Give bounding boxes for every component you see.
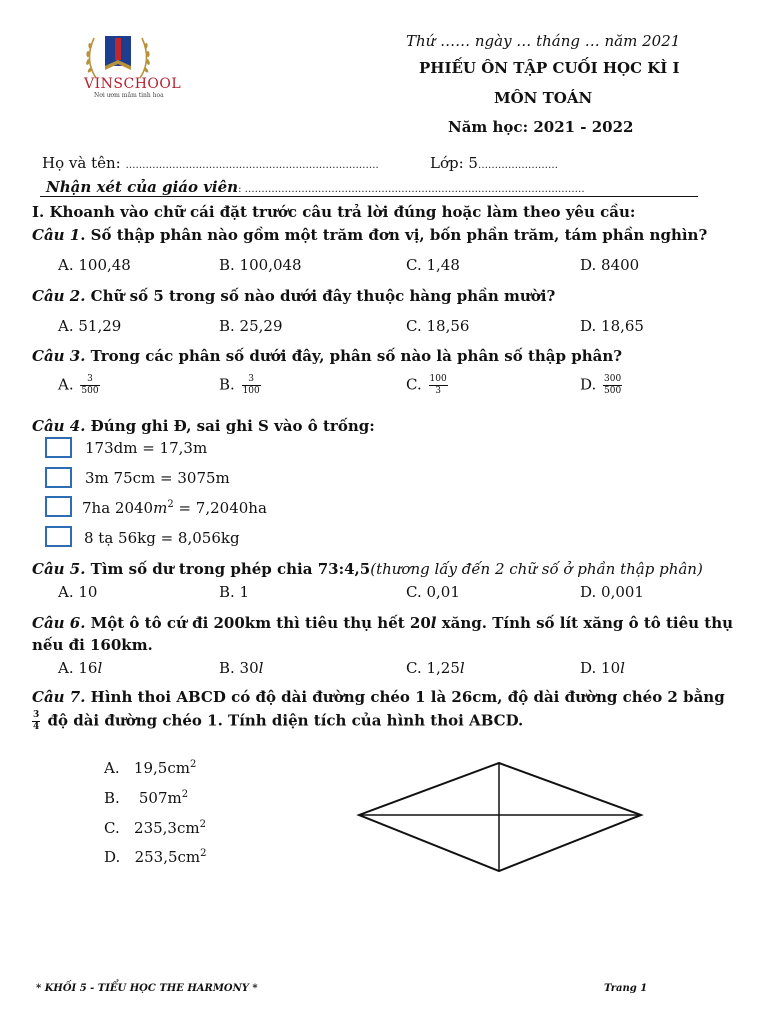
q6-text-line2: nếu đi 160km.	[32, 636, 153, 654]
q6-option-d-value: D. 10	[580, 659, 621, 677]
q6-liter-symbol: l	[430, 614, 437, 632]
question-3	[32, 347, 622, 365]
q7-option-a[interactable]	[104, 759, 196, 777]
q4-answer-box-1[interactable]	[45, 437, 72, 458]
fraction-denominator: 4	[33, 722, 40, 732]
question-2	[32, 287, 555, 305]
rhombus-outline	[359, 763, 641, 871]
q5-note: (thương lấy đến 2 chữ số ở phần thập phân)	[370, 560, 703, 578]
q5-option-b[interactable]: B. 1	[219, 583, 250, 601]
teacher-comment-label: Nhận xét của giáo viên	[46, 178, 239, 196]
q1-option-c[interactable]: C. 1,48	[406, 256, 460, 274]
logo-text: VINSCHOOL	[84, 76, 182, 92]
q6-option-a-unit: l	[97, 659, 103, 677]
q4-item-3-exponent: 2	[167, 499, 174, 510]
fraction-denominator: 3	[435, 386, 441, 396]
q4-item-3-unit: m	[153, 499, 168, 517]
question-6	[32, 614, 733, 632]
q5-option-c[interactable]: C. 0,01	[406, 583, 460, 601]
q3-option-a-fraction	[80, 374, 99, 397]
q3-option-b[interactable]	[219, 374, 263, 397]
q7-text-line2	[32, 710, 523, 733]
q7-option-c[interactable]	[104, 819, 206, 837]
q6-label: Câu 6.	[32, 614, 86, 632]
q6-option-d-unit: l	[620, 659, 625, 677]
q6-option-a[interactable]	[58, 659, 102, 677]
q5-label: Câu 5.	[32, 560, 86, 578]
header-divider	[40, 196, 698, 197]
teacher-comment-line	[46, 178, 585, 196]
q1-option-b[interactable]: B. 100,048	[219, 256, 302, 274]
q6-text-part2: xăng. Tính số lít xăng ô tô tiêu thụ	[436, 614, 734, 632]
q7-option-a-exponent: 2	[189, 759, 197, 770]
student-name-line	[42, 154, 379, 172]
q4-item-3-tail: = 7,2040ha	[173, 499, 267, 517]
q3-text: Trong các phân số dưới đây, phân số nào là phân số thập phân?	[85, 347, 623, 365]
q6-option-a-value: A. 16	[58, 659, 98, 677]
date-line: Thứ …… ngày … tháng … năm 2021	[406, 32, 681, 50]
question-1	[32, 226, 707, 244]
q6-option-c-unit: l	[459, 659, 465, 677]
logo-tagline: Nơi ươm mầm tinh hoa	[94, 92, 164, 99]
q6-option-b[interactable]	[219, 659, 263, 677]
q4-item-3	[82, 499, 267, 517]
q1-option-d[interactable]: D. 8400	[580, 256, 640, 274]
q2-option-a[interactable]: A. 51,29	[58, 317, 122, 335]
q7-option-c-value: 235,3cm	[134, 819, 200, 837]
q4-item-1: 173dm = 17,3m	[85, 439, 208, 457]
fraction-denominator: 500	[604, 386, 622, 396]
q7-label: Câu 7.	[32, 688, 86, 706]
q4-item-3-value: 7ha 2040	[82, 499, 154, 517]
name-field[interactable]: ………………………………………………………………….	[125, 160, 379, 171]
q6-option-c-value: C. 1,25	[406, 659, 460, 677]
q4-text: Đúng ghi Đ, sai ghi S vào ô trống:	[85, 417, 375, 435]
q4-item-2: 3m 75cm = 3075m	[85, 469, 230, 487]
q7-option-b-value: 507m	[134, 789, 182, 807]
q3-option-d[interactable]	[580, 374, 624, 397]
q7-option-d-letter: D.	[104, 848, 121, 866]
q2-option-d[interactable]: D. 18,65	[580, 317, 644, 335]
fraction-numerator: 3	[242, 374, 261, 386]
q7-text-part1: Hình thoi ABCD có độ dài đường chéo 1 là 26cm, độ dài đường chéo 2 bằng	[85, 688, 725, 706]
q7-option-a-value: 19,5cm	[133, 759, 190, 777]
q7-fraction	[32, 710, 40, 733]
q7-option-a-letter: A.	[104, 759, 120, 777]
fraction-numerator: 3	[33, 710, 40, 720]
q5-text: Tìm số dư trong phép chia 73:4,5	[85, 560, 371, 578]
q2-option-c[interactable]: C. 18,56	[406, 317, 470, 335]
question-7	[32, 688, 725, 706]
subject-title: MÔN TOÁN	[494, 89, 593, 107]
q3-option-d-letter: D.	[580, 375, 597, 394]
school-year: Năm học: 2021 - 2022	[448, 118, 634, 136]
q7-option-b-exponent: 2	[181, 789, 189, 800]
page-title: PHIẾU ÔN TẬP CUỐI HỌC KÌ I	[419, 59, 680, 77]
q7-option-b-letter: B.	[104, 789, 120, 807]
fraction-numerator: 300	[604, 374, 622, 384]
q4-item-4: 8 tạ 56kg = 8,056kg	[84, 529, 240, 547]
q4-answer-box-2[interactable]	[45, 467, 72, 488]
fraction-denominator: 500	[81, 386, 99, 396]
fraction-numerator: 3	[80, 374, 99, 386]
q1-option-a[interactable]: A. 100,48	[58, 256, 131, 274]
q6-text-part1: Một ô tô cứ đi 200km thì tiêu thụ hết 20	[85, 614, 431, 632]
question-5	[32, 560, 703, 578]
q4-answer-box-3[interactable]	[45, 496, 72, 517]
page-number: Trang 1	[604, 983, 648, 994]
class-line	[430, 154, 558, 172]
q4-label: Câu 4.	[32, 417, 86, 435]
q7-option-c-exponent: 2	[199, 819, 206, 830]
q1-text: . Số thập phân nào gồm một trăm đơn vị, bốn phần trăm, tám phần nghìn?	[80, 226, 708, 244]
q2-text: Chữ số 5 trong số nào dưới đây thuộc hàng phần mười?	[85, 287, 556, 305]
footer-left: * KHỐI 5 - TIỂU HỌC THE HARMONY *	[36, 983, 258, 994]
q3-option-c-letter: C.	[406, 375, 422, 394]
teacher-comment-field[interactable]: : …………………………………………………………………………………………	[238, 184, 585, 195]
q3-option-d-fraction	[603, 374, 622, 397]
q7-option-d-value: 253,5cm	[134, 848, 201, 866]
q6-option-d[interactable]	[580, 659, 625, 677]
q7-option-b[interactable]	[104, 789, 188, 807]
q7-text-part2: độ dài đường chéo 1. Tính diện tích của hình thoi ABCD.	[42, 711, 524, 730]
question-4	[32, 417, 375, 435]
q3-option-c[interactable]	[406, 374, 450, 397]
class-field[interactable]: ……………………	[477, 160, 558, 171]
q5-option-a[interactable]: A. 10	[58, 583, 98, 601]
fraction-numerator: 100	[429, 374, 447, 384]
q3-option-b-fraction	[242, 374, 261, 397]
fraction-denominator: 100	[242, 386, 260, 396]
class-label: Lớp: 5	[430, 154, 478, 172]
q3-option-a-letter: A.	[58, 375, 74, 394]
q2-label: Câu 2.	[32, 287, 86, 305]
rhombus-figure	[355, 760, 645, 875]
q3-label: Câu 3.	[32, 347, 86, 365]
q6-option-c[interactable]	[406, 659, 465, 677]
q2-option-b[interactable]: B. 25,29	[219, 317, 283, 335]
q6-option-b-unit: l	[258, 659, 264, 677]
section-heading: I. Khoanh vào chữ cái đặt trước câu trả lời đúng hoặc làm theo yêu cầu:	[32, 203, 636, 221]
q5-option-d[interactable]: D. 0,001	[580, 583, 644, 601]
q3-option-c-fraction	[429, 374, 448, 397]
q3-option-a[interactable]	[58, 374, 102, 397]
name-label: Họ và tên:	[42, 154, 126, 172]
q6-option-b-value: B. 30	[219, 659, 259, 677]
q7-option-c-letter: C.	[104, 819, 120, 837]
q7-option-d-exponent: 2	[200, 848, 207, 859]
q1-label: Câu 1	[32, 226, 81, 244]
q4-answer-box-4[interactable]	[45, 526, 72, 547]
q3-option-b-letter: B.	[219, 375, 235, 394]
q7-option-d[interactable]	[104, 848, 207, 866]
